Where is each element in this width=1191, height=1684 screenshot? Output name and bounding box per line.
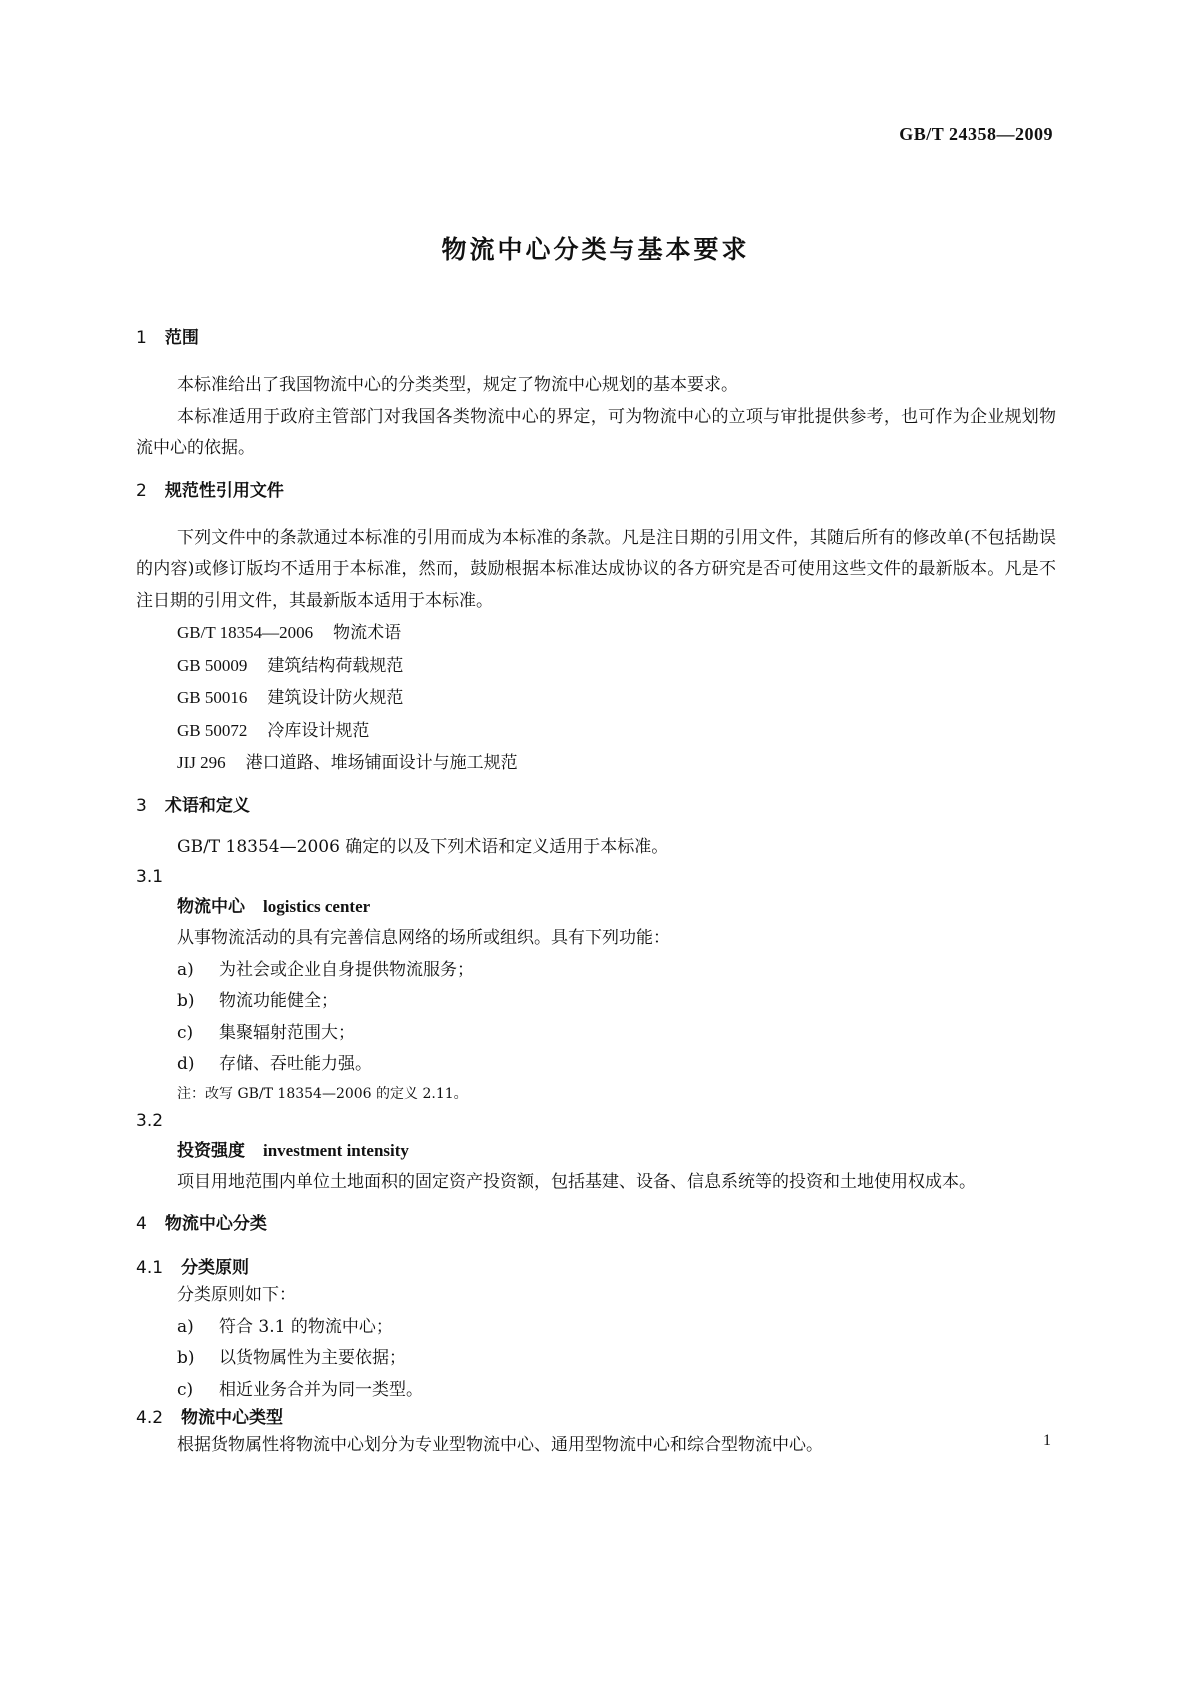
reference-name: 港口道路、堆场铺面设计与施工规范 xyxy=(245,753,518,773)
list-marker: a) xyxy=(177,959,194,980)
section-number: 1 xyxy=(136,328,147,348)
section-number: 2 xyxy=(136,480,147,501)
reference-name: 建筑设计防火规范 xyxy=(267,688,404,708)
paragraph: GB/T 18354—2006 确定的以及下列术语和定义适用于本标准。 xyxy=(177,836,669,857)
paragraph: 本标准给出了我国物流中心的分类类型，规定了物流中心规划的基本要求。 xyxy=(177,375,738,395)
section-title: 物流中心类型 xyxy=(181,1408,284,1428)
section-3-heading xyxy=(136,794,1056,818)
list-text: 符合 3.1 的物流中心； xyxy=(219,1316,393,1337)
section-title: 分类原则 xyxy=(181,1258,250,1278)
list-text: 集聚辐射范围大； xyxy=(219,1022,355,1043)
reference-item xyxy=(136,682,1056,715)
section-title: 范围 xyxy=(164,328,199,348)
reference-name: 建筑结构荷载规范 xyxy=(267,655,404,676)
reference-code: GB 50072 xyxy=(177,720,248,740)
document-body xyxy=(136,326,1056,1462)
term-number: 3.1 xyxy=(136,867,164,887)
subsection-4-1-heading xyxy=(136,1256,1056,1280)
section-2-heading xyxy=(136,479,1056,503)
list-marker: d) xyxy=(177,1054,195,1074)
section-number: 4 xyxy=(136,1214,147,1234)
term-definition: 项目用地范围内单位土地面积的固定资产投资额，包括基建、设备、信息系统等的投资和土地使用权成本。 xyxy=(177,1171,976,1192)
term-zh: 投资强度 xyxy=(177,1140,245,1161)
reference-item xyxy=(136,617,1056,650)
section-number: 4.1 xyxy=(136,1258,164,1278)
list-text: 存储、吞吐能力强。 xyxy=(219,1054,372,1074)
list-marker: c) xyxy=(177,1022,194,1043)
reference-item xyxy=(136,747,1056,780)
reference-name: 冷库设计规范 xyxy=(267,720,370,741)
term-note: 注：改写 GB/T 18354—2006 的定义 2.11。 xyxy=(177,1085,468,1102)
list-item xyxy=(136,1018,1056,1050)
list-marker: b) xyxy=(177,991,195,1011)
document-title: 物流中心分类与基本要求 xyxy=(441,235,750,264)
term-zh: 物流中心 xyxy=(177,897,245,917)
section-number: 4.2 xyxy=(136,1408,164,1428)
paragraph: 根据货物属性将物流中心划分为专业型物流中心、通用型物流中心和综合型物流中心。 xyxy=(177,1435,823,1455)
term-en: investment intensity xyxy=(263,1140,409,1160)
list-marker: b) xyxy=(177,1348,195,1368)
reference-code: GB/T 18354—2006 xyxy=(177,623,314,642)
list-item xyxy=(136,1049,1056,1081)
reference-item xyxy=(136,650,1056,683)
reference-item xyxy=(136,715,1056,748)
list-text: 物流功能健全； xyxy=(219,991,338,1011)
section-title: 术语和定义 xyxy=(164,795,250,816)
list-item xyxy=(136,1375,1056,1407)
reference-code: JIJ 296 xyxy=(177,753,226,772)
list-item xyxy=(136,1312,1056,1344)
list-marker: a) xyxy=(177,1316,194,1337)
subsection-4-2-heading xyxy=(136,1406,1056,1430)
section-1-heading xyxy=(136,326,1056,350)
list-marker: c) xyxy=(177,1379,194,1400)
list-text: 以货物属性为主要依据； xyxy=(219,1348,406,1368)
term-heading xyxy=(136,891,1056,923)
section-title: 物流中心分类 xyxy=(164,1214,267,1234)
list-item xyxy=(136,986,1056,1018)
term-heading xyxy=(136,1135,1056,1167)
paragraph: 本标准适用于政府主管部门对我国各类物流中心的界定，可为物流中心的立项与审批提供参考，也可作为企业规划物流中心的依据。 xyxy=(136,406,1056,458)
term-definition: 从事物流活动的具有完善信息网络的场所或组织。具有下列功能： xyxy=(177,928,670,948)
list-item xyxy=(136,955,1056,987)
section-title: 规范性引用文件 xyxy=(164,480,284,501)
paragraph: 下列文件中的条款通过本标准的引用而成为本标准的条款。凡是注日期的引用文件，其随后所有的修改单(不包括勘误的内容)或修订版均不适用于本标准，然而，鼓励根据本标准达成协议的各方研究是否可使用这些文件的最新版本。凡是不注日期的引用文件，其最新版本适用于本标准。 xyxy=(136,527,1056,611)
section-4-heading xyxy=(136,1212,1056,1236)
reference-name: 物流术语 xyxy=(333,623,402,643)
term-en: logistics center xyxy=(263,897,371,916)
term-number: 3.2 xyxy=(136,1110,164,1131)
list-text: 相近业务合并为同一类型。 xyxy=(219,1379,423,1400)
list-text: 为社会或企业自身提供物流服务； xyxy=(219,959,474,980)
paragraph: 分类原则如下： xyxy=(177,1285,296,1305)
page-number: 1 xyxy=(1043,1432,1051,1449)
standard-code: GB/T 24358—2009 xyxy=(899,124,1053,144)
reference-code: GB 50016 xyxy=(177,688,248,707)
reference-code: GB 50009 xyxy=(177,655,248,675)
list-item xyxy=(136,1343,1056,1375)
section-number: 3 xyxy=(136,795,147,816)
